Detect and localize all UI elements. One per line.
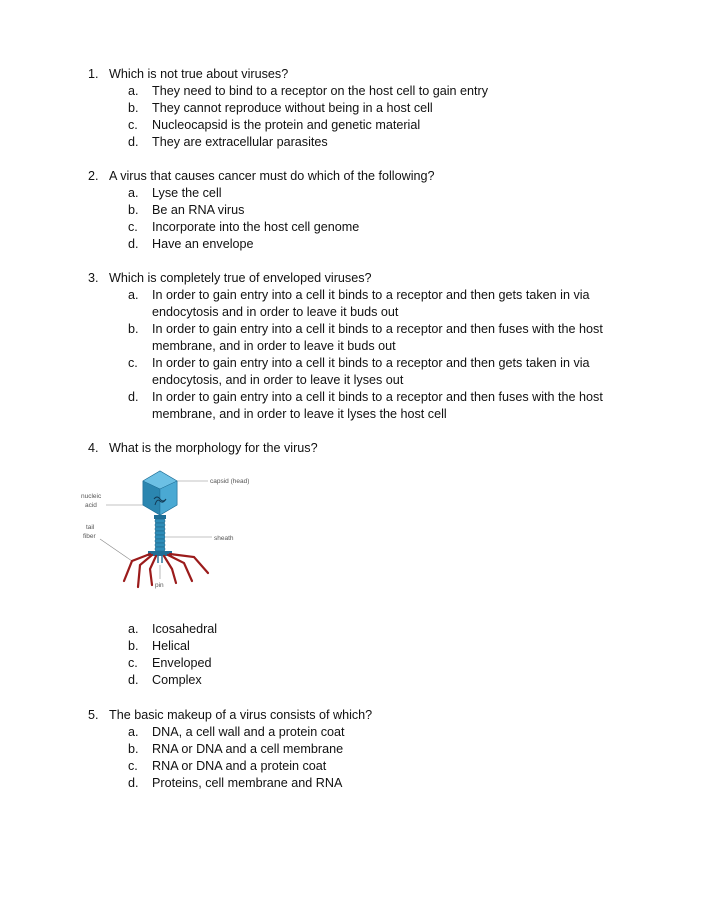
option-text: Enveloped [152,656,212,670]
option-text: Lyse the cell [152,186,222,200]
option-1b [88,100,688,117]
option-text: Nucleocapsid is the protein and genetic material [152,118,421,132]
capsid-label: capsid (head) [210,478,250,485]
question-5-prompt [88,707,688,724]
bacteriophage-figure [80,469,272,609]
option-text: Proteins, cell membrane and RNA [152,776,343,790]
question-1 [88,66,688,151]
question-text: Which is not true about viruses? [109,67,289,81]
option-4b [88,638,688,655]
option-letter: d. [128,776,139,790]
question-3-prompt [88,270,688,287]
question-number: 1. [88,67,99,81]
tail-fiber-label-line1: tail [86,524,95,531]
option-text: Icosahedral [152,622,218,636]
tail-fiber-label-line2: fiber [83,533,96,540]
option-5a [88,724,688,741]
question-number: 3. [88,271,99,285]
question-1-prompt [88,66,688,83]
option-letter: c. [128,656,138,670]
option-text: In order to gain entry into a cell it binds to a receptor and then fuses with the host membrane, and in order to leave it lyses the host cell [152,390,603,421]
option-text: RNA or DNA and a cell membrane [152,742,344,756]
option-3d [88,389,688,423]
pin-label: pin [155,582,164,589]
option-3b [88,321,688,355]
nucleic-acid-label-line2: acid [85,502,97,509]
question-4 [88,440,688,457]
option-text: Be an RNA virus [152,203,245,217]
option-text: They are extracellular parasites [152,135,328,149]
sheath-label: sheath [214,535,234,542]
option-letter: c. [128,220,138,234]
option-letter: b. [128,639,139,653]
nucleic-acid-label-line1: nucleic [81,493,102,500]
option-text: Helical [152,639,190,653]
option-letter: b. [128,203,139,217]
option-letter: d. [128,237,139,251]
question-text: Which is completely true of enveloped viruses? [109,271,372,285]
option-1d [88,134,688,151]
option-2d [88,236,688,253]
option-letter: a. [128,725,139,739]
option-4a [88,621,688,638]
bacteriophage-diagram [80,469,272,609]
option-letter: c. [128,356,138,370]
question-2-prompt [88,168,688,185]
option-3c [88,355,688,389]
question-text: A virus that causes cancer must do which of the following? [109,169,435,183]
option-letter: a. [128,186,139,200]
option-4c [88,655,688,672]
option-text: They need to bind to a receptor on the host cell to gain entry [152,84,489,98]
option-letter: b. [128,101,139,115]
option-text: In order to gain entry into a cell it binds to a receptor and then gets taken in via endocytosis and in order to leave it buds out [152,288,590,319]
option-5c [88,758,688,775]
option-letter: d. [128,673,139,687]
question-text: What is the morphology for the virus? [109,441,318,455]
option-2b [88,202,688,219]
question-text: The basic makeup of a virus consists of which? [109,708,373,722]
option-letter: a. [128,622,139,636]
option-letter: b. [128,322,139,336]
option-1a [88,83,688,100]
question-4-options [88,621,688,689]
option-letter: a. [128,288,139,302]
question-3 [88,270,688,423]
question-4-prompt [88,440,688,457]
tail-pins [158,556,162,563]
option-5b [88,741,688,758]
option-2a [88,185,688,202]
option-3a [88,287,688,321]
tail-fibers [124,554,208,587]
tail-collar [154,515,166,519]
option-letter: d. [128,135,139,149]
option-2c [88,219,688,236]
option-letter: b. [128,742,139,756]
question-5 [88,707,688,792]
question-number: 4. [88,441,99,455]
question-2 [88,168,688,253]
tail-fiber-leader-line [100,539,132,561]
option-text: Incorporate into the host cell genome [152,220,360,234]
option-text: DNA, a cell wall and a protein coat [152,725,345,739]
option-letter: a. [128,84,139,98]
option-letter: d. [128,390,139,404]
option-text: Complex [152,673,202,687]
option-letter: c. [128,759,138,773]
option-text: They cannot reproduce without being in a host cell [152,101,433,115]
option-text: RNA or DNA and a protein coat [152,759,327,773]
option-text: In order to gain entry into a cell it binds to a receptor and then fuses with the host membrane, and in order to leave it buds out [152,322,603,353]
option-letter: c. [128,118,138,132]
question-number: 5. [88,708,99,722]
question-number: 2. [88,169,99,183]
option-text: In order to gain entry into a cell it binds to a receptor and then gets taken in via endocytosis, and in order to leave it lyses out [152,356,590,387]
option-5d [88,775,688,792]
tail-sheath [155,519,165,551]
option-text: Have an envelope [152,237,254,251]
option-4d [88,672,688,689]
option-1c [88,117,688,134]
